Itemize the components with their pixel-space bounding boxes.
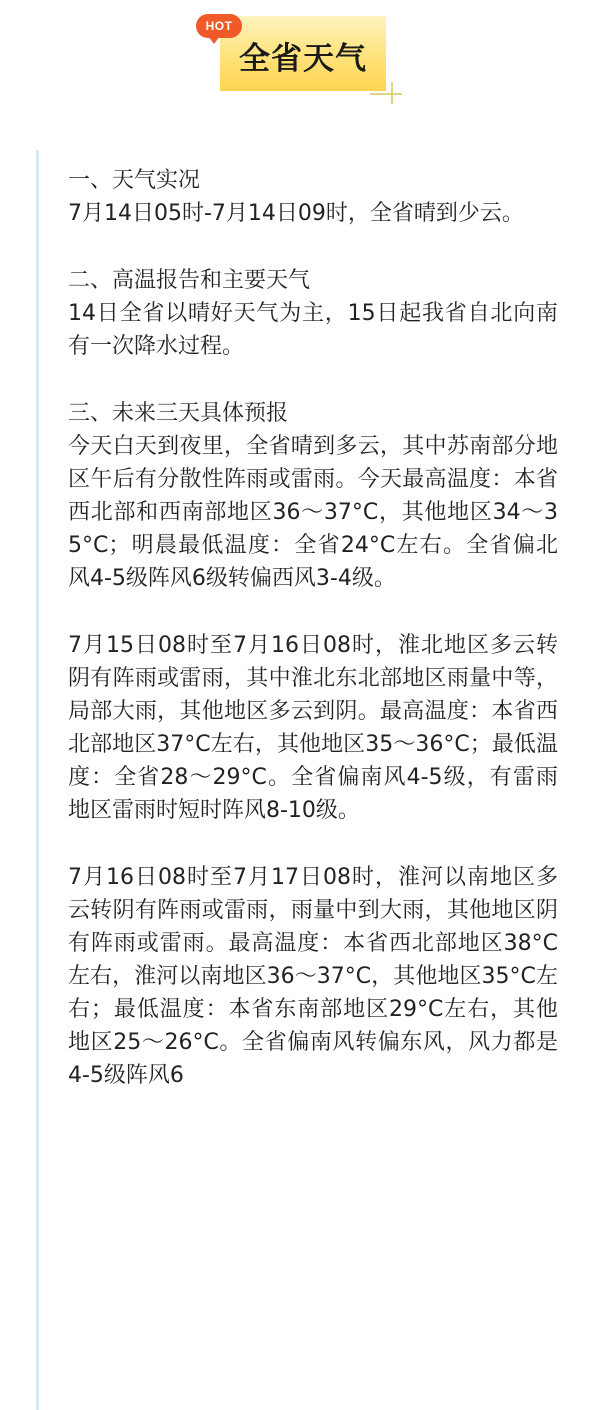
paragraph: 今天白天到夜里，全省晴到多云，其中苏南部分地区午后有分散性阵雨或雷雨。今天最高温度：本省西北部和西南部地区36～37°C，其他地区34～35°C；明晨最低温度：全省24°C左右。全省偏北风4-5级阵风6级转偏西风3-4级。 [68, 434, 558, 591]
paragraph: 7月16日08时至7月17日08时，淮河以南地区多云转阴有阵雨或雷雨，雨量中到大雨，其他地区阴有阵雨或雷雨。最高温度：本省西北部地区38°C左右，淮河以南地区36～37°C，其他地区35°C左右；最低温度：本省东南部地区29°C左右，其他地区25～26°C。全省偏南风转偏东风，风力都是4-5级阵风6 [68, 865, 558, 1088]
section-high-temperature-report [68, 264, 558, 363]
section-heading: 三、未来三天具体预报 [68, 401, 289, 426]
section-heading: 二、高温报告和主要天气 [68, 268, 311, 293]
page-title: 全省天气 [239, 41, 367, 77]
section-three-day-forecast [68, 397, 558, 1092]
article-content [36, 150, 564, 1410]
forecast-day-15 [68, 629, 558, 827]
forecast-day-16 [68, 861, 558, 1092]
title-banner [220, 16, 386, 91]
header [0, 0, 600, 110]
paragraph: 7月14日05时-7月14日09时，全省晴到少云。 [68, 201, 524, 226]
corner-decoration-icon [370, 78, 404, 106]
paragraph: 14日全省以晴好天气为主，15日起我省自北向南有一次降水过程。 [68, 301, 558, 359]
hot-badge: HOT [196, 14, 242, 38]
forecast-today [68, 430, 558, 595]
section-weather-observation [68, 164, 558, 230]
paragraph: 7月15日08时至7月16日08时，淮北地区多云转阴有阵雨或雷雨，其中淮北东北部地区雨量中等，局部大雨，其他地区多云到阴。最高温度：本省西北部地区37°C左右，其他地区35～36°C；最低温度：全省28～29°C。全省偏南风4-5级，有雷雨地区雷雨时短时阵风8-10级。 [68, 633, 558, 823]
section-heading: 一、天气实况 [68, 168, 201, 193]
